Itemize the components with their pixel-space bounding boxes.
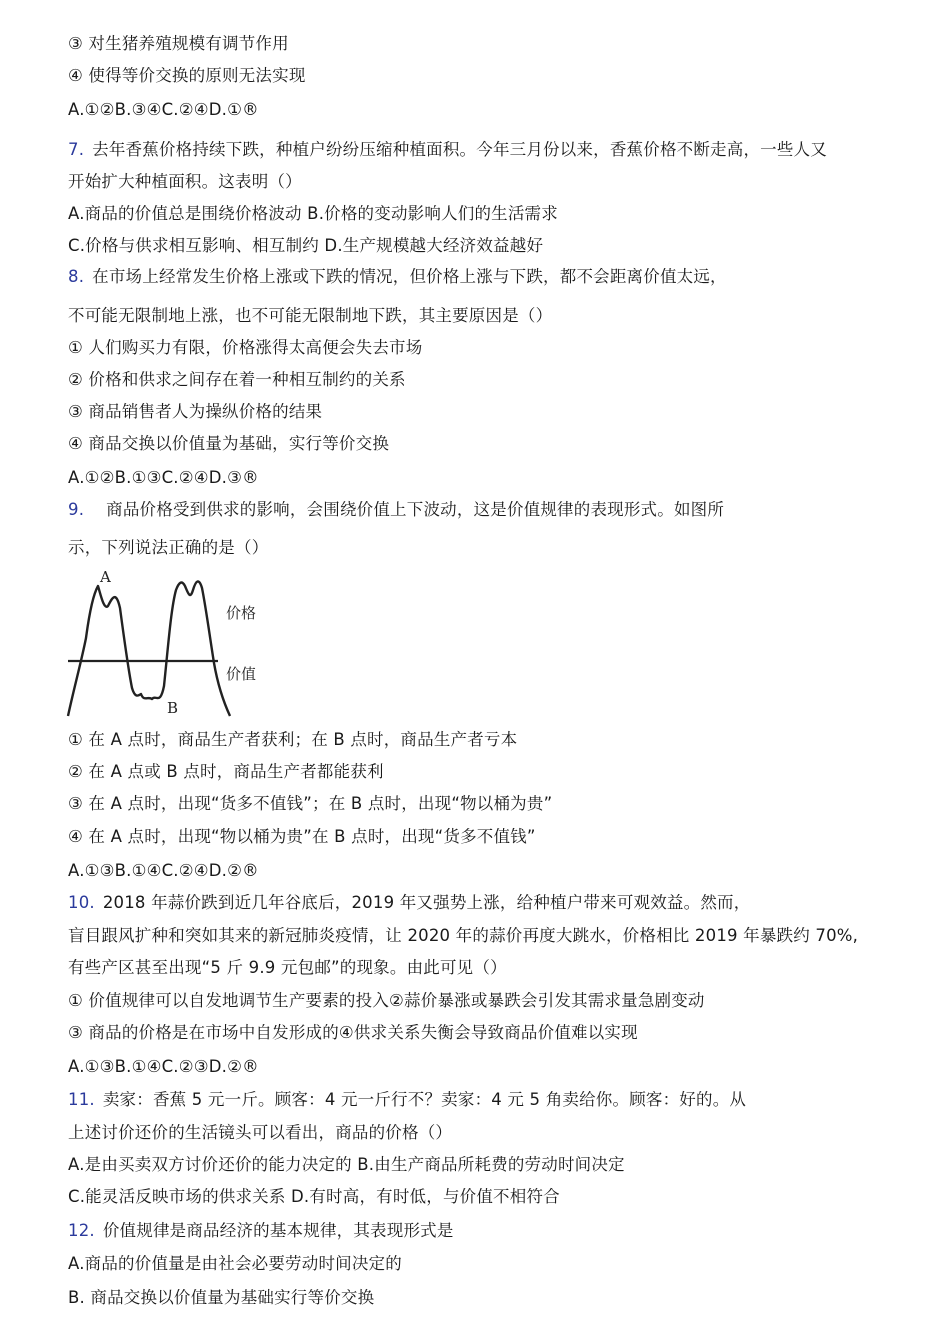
- answer-choices: B. 商品交换以价值量为基础实行等价交换: [68, 1288, 375, 1307]
- question-number: 12.: [68, 1221, 95, 1240]
- value-label: 价值: [226, 665, 257, 683]
- answer-choices: C.价格与供求相互影响、相互制约 D.生产规模越大经济效益越好: [68, 236, 544, 255]
- point-b-label: B: [167, 699, 179, 717]
- question-number: 10.: [68, 893, 95, 912]
- question-text: 有些产区甚至出现“5 斤 9.9 元包邮”的现象。由此可见（）: [68, 958, 507, 977]
- option-line: ② 价格和供求之间存在着一种相互制约的关系: [68, 370, 406, 389]
- option-line: ④ 在 A 点时，出现“物以桶为贵”在 B 点时，出现“货多不值钱”: [68, 827, 536, 846]
- question-8: 8. 在市场上经常发生价格上涨或下跌的情况，但价格上涨与下跌，都不会距离价值太远，: [68, 267, 727, 286]
- price-label: 价格: [226, 604, 257, 622]
- answer-choices: A.①②B.③④C.②④D.①®: [68, 100, 259, 119]
- option-line: ③ 商品的价格是在市场中自发形成的④供求关系失衡会导致商品价值难以实现: [68, 1023, 638, 1042]
- point-a-label: A: [100, 568, 111, 586]
- question-number: 7.: [68, 140, 85, 159]
- answer-choices: A.①③B.①④C.②④D.②®: [68, 861, 259, 880]
- question-10: 10. 2018 年蒜价跌到近几年谷底后，2019 年又强势上涨，给种植户带来可观效益。然而，: [68, 893, 751, 912]
- question-number: 9.: [68, 500, 85, 519]
- option-line: ③ 在 A 点时，出现“货多不值钱”；在 B 点时，出现“物以桶为贵”: [68, 794, 553, 813]
- question-text: 不可能无限制地上涨，也不可能无限制地下跌，其主要原因是（）: [68, 306, 553, 325]
- question-text: 盲目跟风扩种和突如其来的新冠肺炎疫情，让 2020 年的蒜价再度大跳水，价格相比 2019 年暴跌约 70%,: [68, 926, 859, 945]
- question-11: 11. 卖家：香蕉 5 元一斤。顾客：4 元一斤行不？卖家：4 元 5 角卖给你。顾客：好的。从: [68, 1090, 747, 1109]
- option-line: ③ 对生猪养殖规模有调节作用: [68, 34, 289, 53]
- question-7: 7. 去年香蕉价格持续下跌，种植户纷纷压缩种植面积。今年三月份以来，香蕉价格不断走高，一些人又: [68, 140, 827, 159]
- question-text: 示，下列说法正确的是（）: [68, 538, 269, 557]
- answer-choices: A.商品的价值量是由社会必要劳动时间决定的: [68, 1254, 402, 1273]
- answer-choices: A.①③B.①④C.②③D.②®: [68, 1057, 259, 1076]
- answer-choices: A.是由买卖双方讨价还价的能力决定的 B.由生产商品所耗费的劳动时间决定: [68, 1155, 625, 1174]
- price-value-figure: [66, 568, 266, 720]
- option-line: ① 在 A 点时，商品生产者获利；在 B 点时，商品生产者亏本: [68, 730, 518, 749]
- question-text: 开始扩大种植面积。这表明（）: [68, 172, 302, 191]
- option-line: ② 在 A 点或 B 点时，商品生产者都能获利: [68, 762, 384, 781]
- answer-choices: A.商品的价值总是围绕价格波动 B.价格的变动影响人们的生活需求: [68, 204, 558, 223]
- question-12: 12. 价值规律是商品经济的基本规律，其表现形式是: [68, 1221, 454, 1240]
- option-line: ① 价值规律可以自发地调节生产要素的投入②蒜价暴涨或暴跌会引发其需求量急剧变动: [68, 991, 705, 1010]
- answer-choices: A.①②B.①③C.②④D.③®: [68, 468, 259, 487]
- option-line: ③ 商品销售者人为操纵价格的结果: [68, 402, 323, 421]
- question-number: 11.: [68, 1090, 95, 1109]
- question-9: 9. 商品价格受到供求的影响，会围绕价值上下波动，这是价值规律的表现形式。如图所: [68, 500, 725, 519]
- option-line: ④ 使得等价交换的原则无法实现: [68, 66, 306, 85]
- question-number: 8.: [68, 267, 85, 286]
- option-line: ④ 商品交换以价值量为基础，实行等价交换: [68, 434, 390, 453]
- question-text: 上述讨价还价的生活镜头可以看出，商品的价格（）: [68, 1123, 453, 1142]
- option-line: ① 人们购买力有限，价格涨得太高便会失去市场: [68, 338, 423, 357]
- answer-choices: C.能灵活反映市场的供求关系 D.有时高，有时低，与价值不相符合: [68, 1187, 560, 1206]
